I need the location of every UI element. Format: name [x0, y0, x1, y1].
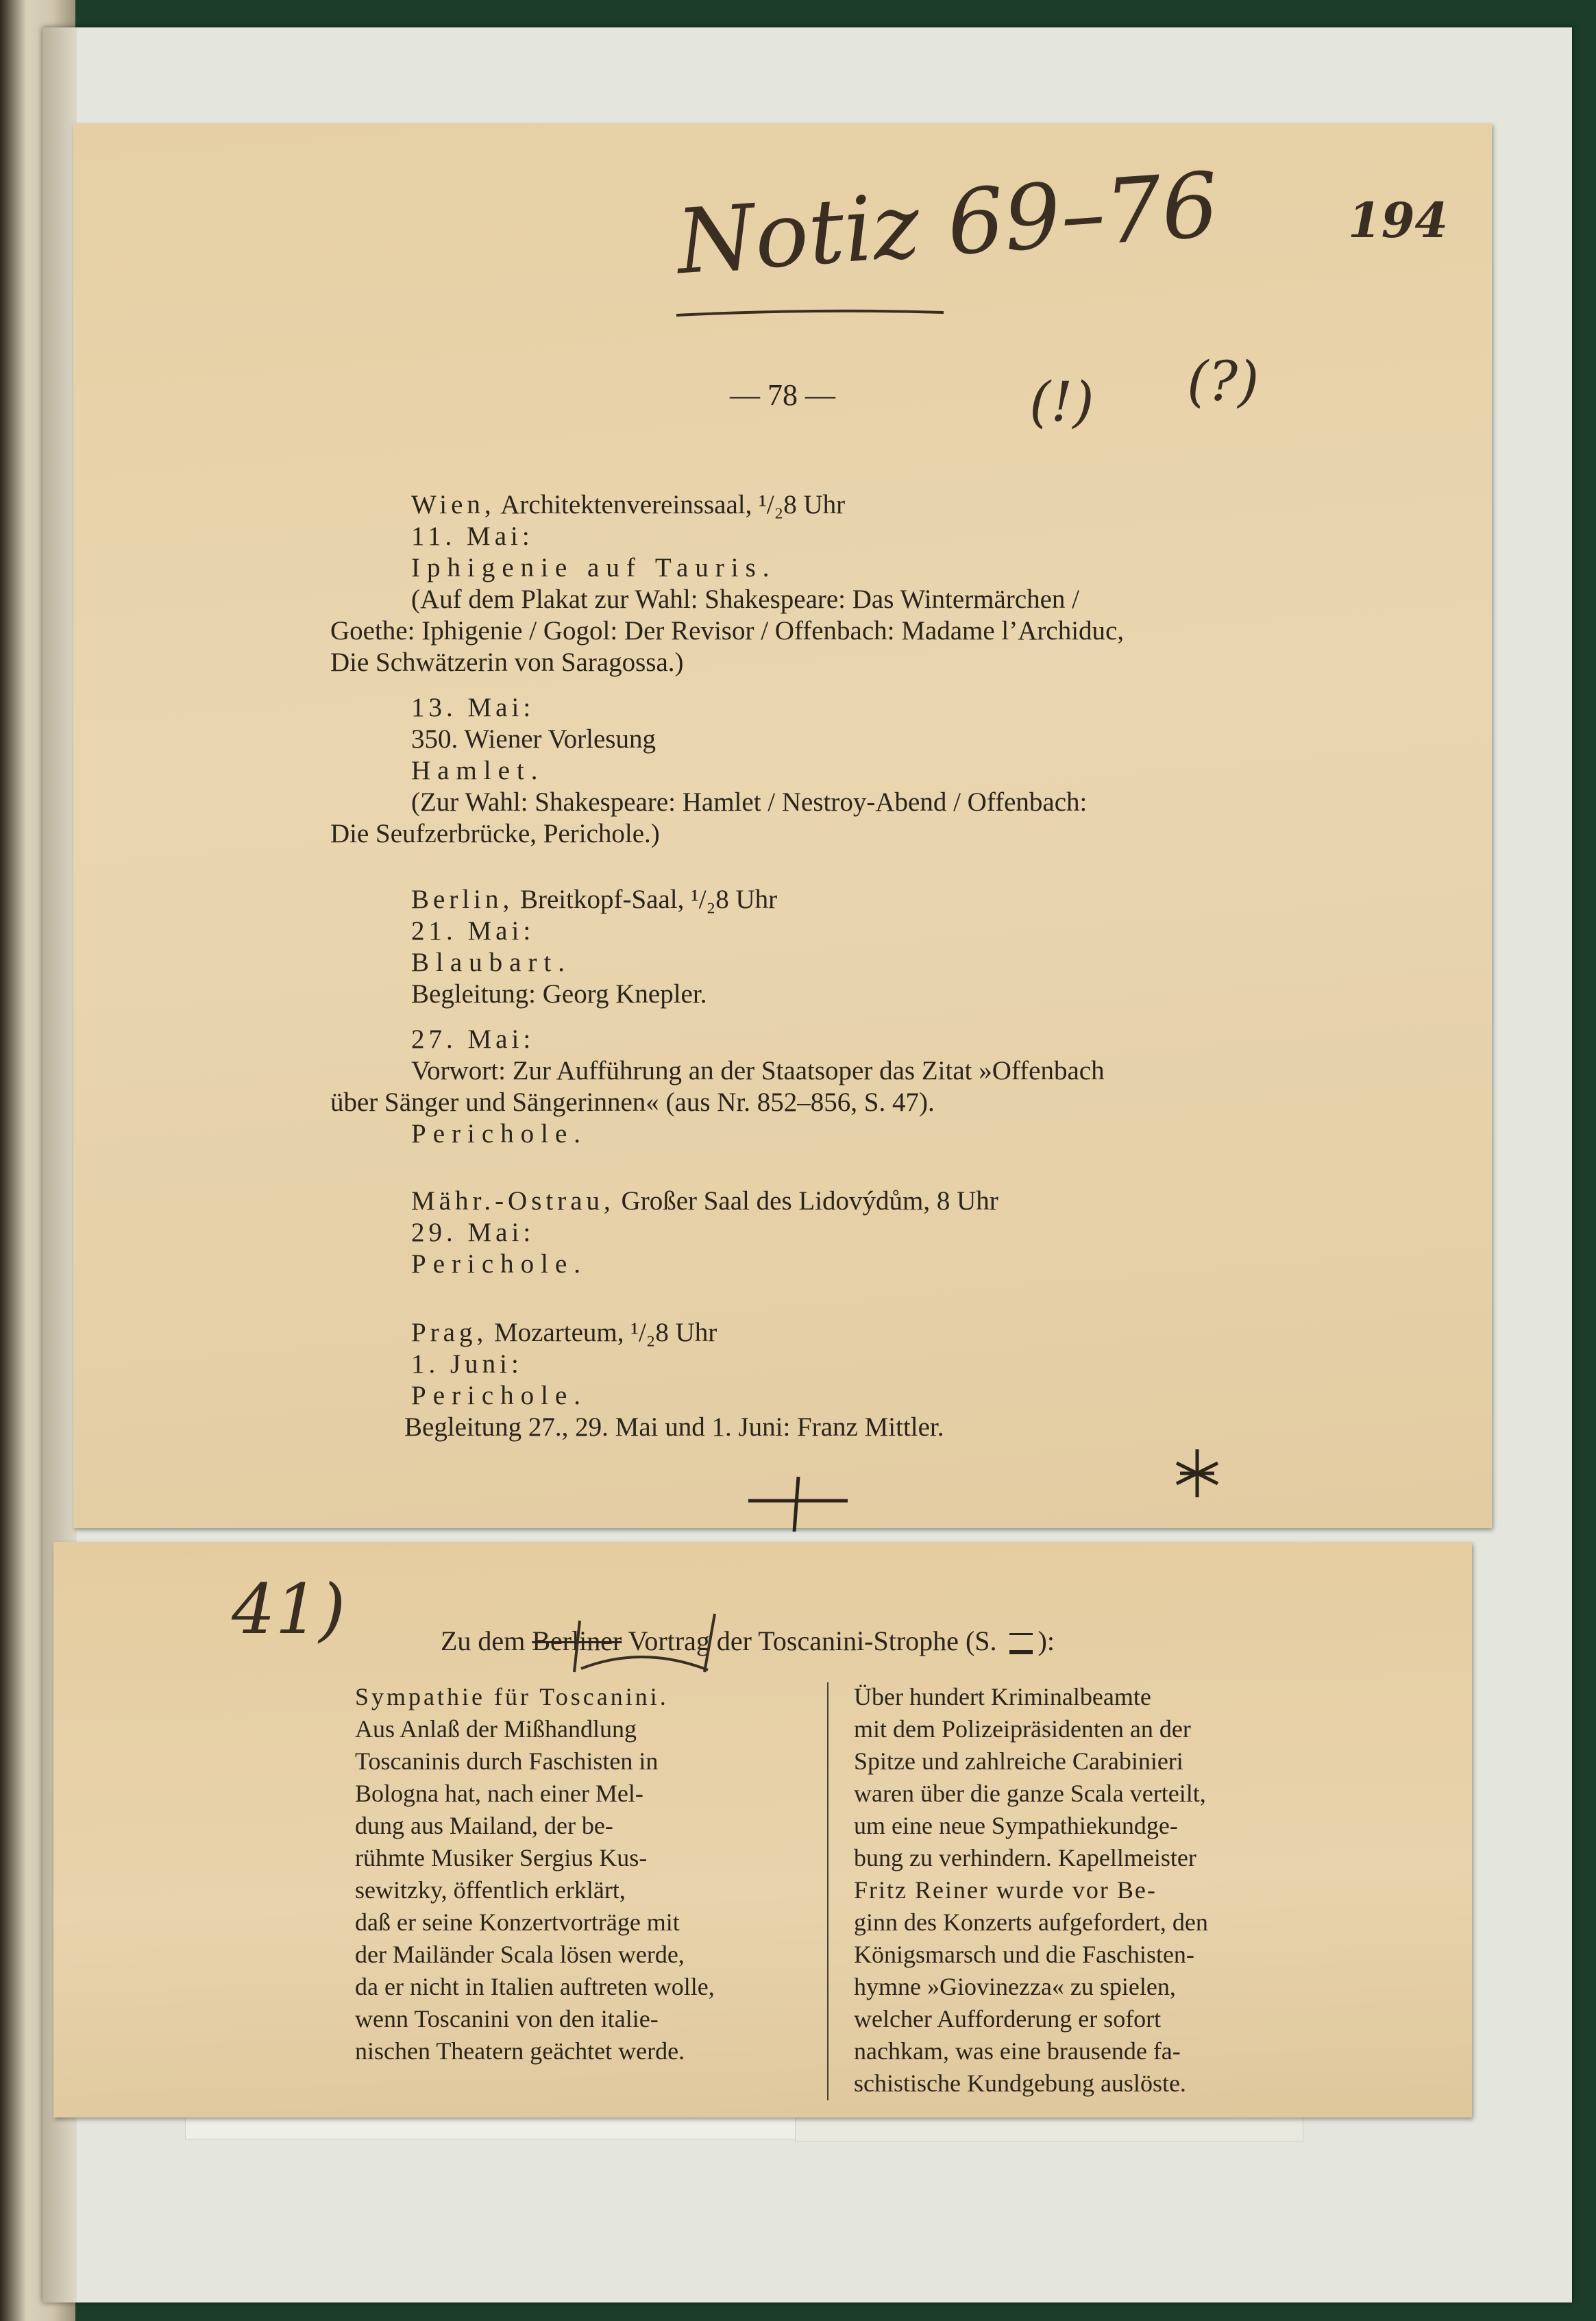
- city-name: Wien,: [411, 490, 495, 519]
- article-line: Über hundert Kriminalbeamte: [854, 1683, 1151, 1710]
- article-line: welcher Aufforderung er sofort: [854, 2005, 1162, 2033]
- article-line: ginn des Konzerts aufgefordert, den: [854, 1908, 1208, 1936]
- city-name: Mähr.-Ostrau,: [411, 1186, 615, 1216]
- text-line: 1. Juni:: [411, 1349, 523, 1379]
- text-line: Begleitung 27., 29. Mai und 1. Juni: Franz Mittler.: [404, 1412, 944, 1442]
- text-line: 11. Mai:: [411, 521, 534, 551]
- venue-line: Mähr.-Ostrau, Großer Saal des Lidovýdům, 8 Uhr: [411, 1186, 998, 1216]
- article-right-column: [854, 1681, 1364, 2100]
- blank-page-box-icon: [1009, 1633, 1033, 1654]
- text-line: Vorwort: Zur Aufführung an der Staatsoper das Zitat »Offenbach: [411, 1056, 1105, 1085]
- article-line: rühmte Musiker Sergius Kus-: [355, 1844, 648, 1871]
- work-title: Perichole.: [411, 1381, 588, 1410]
- article-line: schistische Kundgebung auslöste.: [854, 2070, 1186, 2097]
- article-line: der Mailänder Scala lösen werde,: [355, 1941, 685, 1968]
- article-line: Spitze und zahlreiche Carabinieri: [854, 1747, 1183, 1775]
- venue-line: Berlin, Breitkopf-Saal, ¹/₂8 Uhr: [411, 885, 778, 914]
- article-line: da er nicht in Italien auftreten wolle,: [355, 1973, 715, 2000]
- text-line: über Sänger und Sängerinnen« (aus Nr. 852–856, S. 47).: [330, 1088, 935, 1117]
- text-line: (Auf dem Plakat zur Wahl: Shakespeare: Das Wintermärchen /: [411, 585, 1080, 614]
- article-line: waren über die ganze Scala verteilt,: [854, 1780, 1206, 1807]
- work-title: Hamlet.: [411, 756, 545, 785]
- text-line: Goethe: Iphigenie / Gogol: Der Revisor / Offenbach: Madame l’Archiduc,: [330, 616, 1125, 646]
- handwritten-page-reference: 194: [1348, 192, 1449, 249]
- text-line: Begleitung: Georg Knepler.: [411, 979, 707, 1009]
- text-line: 13. Mai:: [411, 693, 535, 722]
- article-line: hymne »Giovinezza« zu spielen,: [854, 1973, 1176, 2000]
- article-line: nischen Theatern geächtet werde.: [355, 2037, 685, 2065]
- article-left-column: [355, 1681, 865, 2067]
- work-title: Iphigenie auf Tauris.: [411, 553, 776, 582]
- article-line: Sympathie für Toscanini.: [355, 1683, 669, 1710]
- handwritten-section-number: 41): [232, 1569, 346, 1649]
- article-line: Aus Anlaß der Mißhandlung: [355, 1715, 637, 1743]
- article-line: Fritz Reiner wurde vor Be-: [854, 1876, 1157, 1904]
- work-title: Perichole.: [411, 1249, 588, 1279]
- article-line: um eine neue Sympathiekundge-: [854, 1812, 1178, 1839]
- column-divider: [827, 1682, 828, 2100]
- venue-line: Wien, Architektenvereinssaal, ¹/₂8 Uhr: [411, 490, 846, 519]
- clipping-heading: Zu dem Berliner Vortrag der Toscanini-Strophe (S. ):: [441, 1625, 1055, 1656]
- handwritten-header-note: Notiz 69–76: [673, 152, 1222, 295]
- city-name: Berlin,: [411, 885, 514, 914]
- article-line: mit dem Polizeipräsidenten an der: [854, 1715, 1191, 1743]
- article-line: sewitzky, öffentlich erklärt,: [355, 1876, 626, 1904]
- article-line: bung zu verhindern. Kapellmeister: [854, 1844, 1196, 1871]
- article-line: daß er seine Konzertvorträge mit: [355, 1908, 680, 1936]
- article-line: Königsmarsch und die Faschisten-: [854, 1941, 1194, 1968]
- text-line: Die Seufzerbrücke, Perichole.): [330, 819, 660, 848]
- strike-scribble: [567, 1607, 725, 1682]
- handwritten-annotation: (!): [1029, 370, 1094, 434]
- text-line: 350. Wiener Vorlesung: [411, 724, 656, 754]
- article-line: dung aus Mailand, der be-: [355, 1812, 613, 1839]
- text-line: 29. Mai:: [411, 1218, 535, 1247]
- asterisk-mark: [1170, 1446, 1225, 1501]
- city-name: Prag,: [411, 1318, 488, 1347]
- venue-line: Prag, Mozarteum, ¹/₂8 Uhr: [411, 1318, 717, 1347]
- article-line: nachkam, was eine brausende fa-: [854, 2037, 1181, 2065]
- handwritten-annotation: (?): [1187, 349, 1260, 413]
- header-underline: [676, 308, 950, 322]
- cross-mark: [745, 1473, 855, 1535]
- text-line: Die Schwätzerin von Saragossa.): [330, 648, 684, 677]
- article-line: wenn Toscanini von den italie-: [355, 2005, 659, 2033]
- article-line: Toscaninis durch Faschisten in: [355, 1747, 659, 1775]
- newspaper-clipping-program: [73, 123, 1492, 1528]
- text-line: 21. Mai:: [411, 916, 535, 946]
- work-title: Perichole.: [411, 1119, 588, 1149]
- text-line: 27. Mai:: [411, 1024, 535, 1054]
- struck-word: Berliner: [532, 1625, 622, 1656]
- page-number: — 78 —: [730, 378, 835, 412]
- newspaper-clipping-toscanini: [53, 1542, 1472, 2117]
- work-title: Blaubart.: [411, 948, 572, 977]
- text-line: (Zur Wahl: Shakespeare: Hamlet / Nestroy-Abend / Offenbach:: [411, 787, 1088, 817]
- article-line: Bologna hat, nach einer Mel-: [355, 1780, 643, 1807]
